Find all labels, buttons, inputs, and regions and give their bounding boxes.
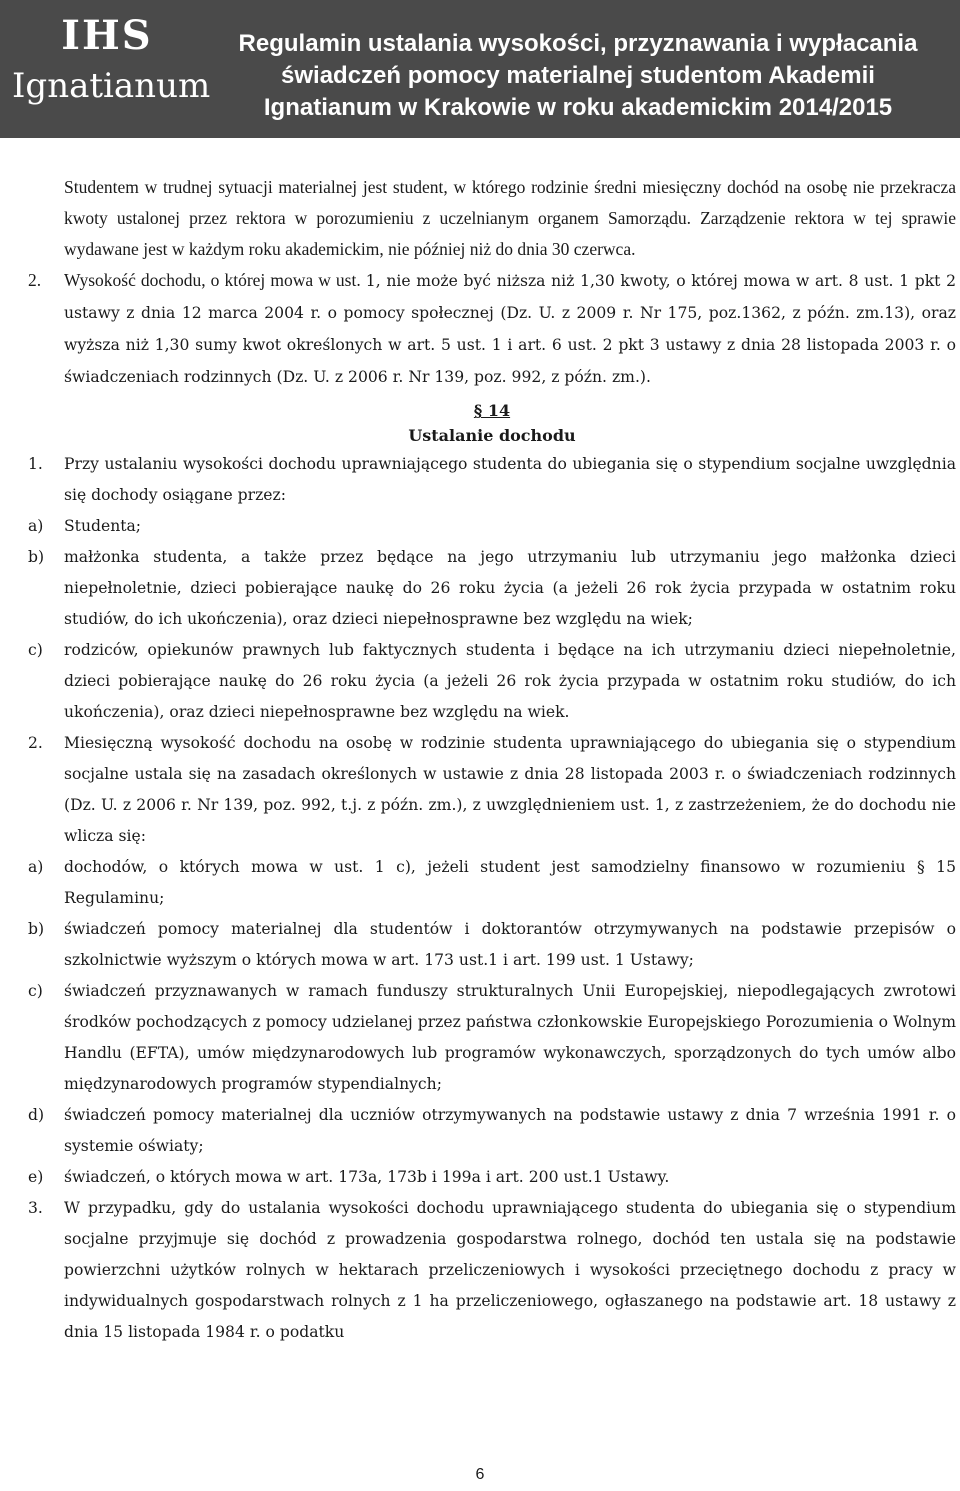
paragraph-1-marker: 1. [28, 455, 43, 473]
logo-monogram: IHS [61, 12, 153, 59]
title-line-1: Regulamin ustalania wysokości, przyznawania i wypłacania [238, 30, 918, 57]
list-text: Studenta; [64, 517, 142, 535]
point-2-lead: Wysokość dochodu, o której mowa w ust. [64, 270, 361, 290]
point-2-marker: 2. [28, 270, 42, 290]
list-item [28, 635, 956, 728]
list-text: świadczeń, o których mowa w art. 173a, 173b i 199a i art. 200 ust.1 Ustawy. [64, 1168, 670, 1186]
list-text: świadczeń pomocy materialnej dla studentów i doktorantów otrzymywanych na podstawie przepisów o szkolnictwie wyższym o których mowa w art. 173 ust.1 i art. 199 ust. 1 Ustawy; [64, 920, 956, 969]
document-title [216, 28, 940, 124]
paragraph-1-text: Przy ustalaniu wysokości dochodu uprawniającego studenta do ubiegania się o stypendium socjalne uwzględnia się dochody osiągane przez: [64, 455, 956, 504]
list-marker: b) [28, 548, 45, 566]
paragraph-1 [28, 449, 956, 511]
document-header [0, 0, 960, 138]
ignatianum-logo [12, 8, 211, 130]
list-item [28, 511, 956, 542]
intro-paragraph: Studentem w trudnej sytuacji materialnej jest student, w którego rodzinie średni miesięczny dochód na osobę nie przekracza kwoty ustalonej przez rektora w porozumieniu z uczelnianym organem Samorządu. Zarządzenie rektora w tej sprawie wydawane jest w każdym roku akademickim, nie później niż do dnia 30 czerwca. [64, 177, 956, 259]
list-marker: a) [28, 858, 44, 876]
list-item [28, 1162, 956, 1193]
document-body [28, 172, 956, 1348]
list-item [28, 542, 956, 635]
section-title: Ustalanie dochodu [408, 426, 576, 445]
section-number: § 14 [473, 401, 511, 420]
list-marker: c) [28, 982, 43, 1000]
title-line-3: Ignatianum w Krakowie w roku akademickim 2014/2015 [263, 94, 893, 121]
title-line-2: świadczeń pomocy materialnej studentom Akademii [281, 62, 875, 89]
paragraph-2 [28, 728, 956, 852]
list-marker: d) [28, 1106, 45, 1124]
list-item [28, 976, 956, 1100]
paragraph-2-text: Miesięczną wysokość dochodu na osobę w rodzinie studenta uprawniającego do ubiegania się o stypendium socjalne ustala się na zasadach określonych w ustawie z dnia 28 listopada 2003 r. o świadczeniach rodzinnych (Dz. U. z 2006 r. Nr 139, poz. 992, t.j. z późn. zm.), z uwzględnieniem ust. 1, z zastrzeżeniem, że do dochodu nie wlicza się: [64, 734, 956, 845]
list-text: dochodów, o których mowa w ust. 1 c), jeżeli student jest samodzielny finansowo w rozumieniu § 15 Regulaminu; [64, 858, 956, 907]
list-item [28, 852, 956, 914]
point-2 [28, 265, 956, 393]
list-marker: e) [28, 1168, 44, 1186]
logo-wordmark: Ignatianum [12, 66, 211, 106]
list-marker: a) [28, 517, 44, 535]
paragraph-2-marker: 2. [28, 734, 43, 752]
page-number: 6 [475, 1466, 485, 1483]
paragraph-3 [28, 1193, 956, 1348]
point-2-text: 1, nie może być niższa niż 1,30 kwoty, o której mowa w art. 8 ust. 1 pkt 2 ustawy z dnia 12 marca 2004 r. o pomocy społecznej (Dz. U. z 2009 r. Nr 175, poz.1362, z późn. zm.13), oraz wyższa niż 1,30 sumy kwot określonych w art. 5 ust. 1 i art. 6 ust. 2 pkt 3 ustawy z dnia 28 listopada 2003 r. o świadczeniach rodzinnych (Dz. U. z 2006 r. Nr 139, poz. 992, z późn. zm.). [64, 272, 956, 386]
paragraph-3-marker: 3. [28, 1199, 43, 1217]
list-text: świadczeń pomocy materialnej dla uczniów otrzymywanych na podstawie ustawy z dnia 7 września 1991 r. o systemie oświaty; [64, 1106, 956, 1155]
list-marker: c) [28, 641, 43, 659]
list-item [28, 1100, 956, 1162]
list-text: małżonka studenta, a także przez będące na jego utrzymaniu lub utrzymaniu jego małżonka dzieci niepełnoletnie, dzieci pobierające naukę do 26 roku życia (a jeżeli 26 rok życia przypada w ostatnim roku studiów, do ich ukończenia), oraz dzieci niepełnosprawne bez względu na wiek; [64, 548, 956, 628]
list-text: świadczeń przyznawanych w ramach funduszy strukturalnych Unii Europejskiej, niepodlegających zwrotowi środków pochodzących z pomocy udzielanej przez państwa członkowskie Europejskiego Porozumienia o Wolnym Handlu (EFTA), umów międzynarodowych lub programów wykonawczych, sporządzonych do tych umów albo międzynarodowych programów stypendialnych; [64, 982, 956, 1093]
list-item [28, 914, 956, 976]
list-text: rodziców, opiekunów prawnych lub faktycznych studenta i będące na ich utrzymaniu dzieci niepełnoletnie, dzieci pobierające naukę do 26 roku życia (a jeżeli 26 rok życia przypada w ostatnim roku studiów, do ich ukończenia), oraz dzieci niepełnosprawne bez względu na wiek. [64, 641, 956, 721]
list-marker: b) [28, 920, 45, 938]
paragraph-3-text: W przypadku, gdy do ustalania wysokości dochodu uprawniającego studenta do ubiegania się o stypendium socjalne przyjmuje się dochód z prowadzenia gospodarstwa rolnego, dochód ten ustala się na podstawie powierzchni użytków rolnych w hektarach przeliczeniowych i wysokości przeciętnego dochodu z pracy w indywidualnych gospodarstwach rolnych z 1 ha przeliczeniowego, ogłaszanego na podstawie art. 18 ustawy z dnia 15 listopada 1984 r. o podatku [64, 1199, 956, 1341]
